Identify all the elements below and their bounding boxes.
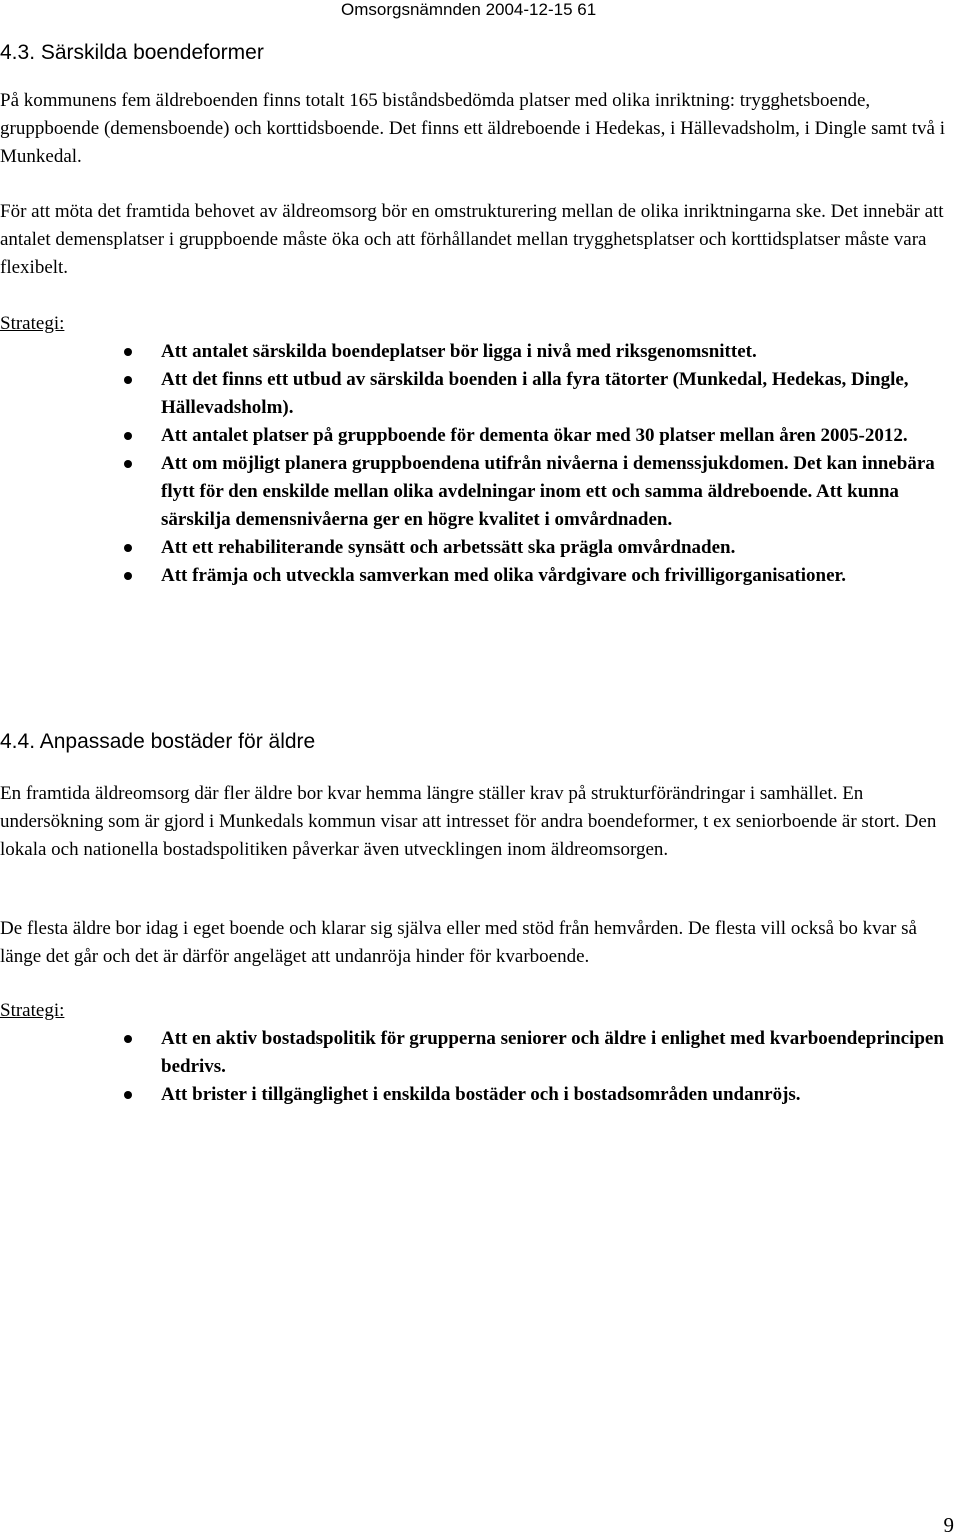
bullet-icon bbox=[124, 348, 132, 356]
list-item bbox=[0, 450, 960, 534]
list-item bbox=[0, 1081, 960, 1109]
list-item bbox=[0, 562, 960, 590]
list-item-text: Att ett rehabiliterande synsätt och arbetssätt ska prägla omvårdnaden. bbox=[161, 537, 736, 558]
list-item-text: Att en aktiv bostadspolitik för grupperna seniorer och äldre i enlighet med kvarboendeprincipen bedrivs. bbox=[161, 1028, 944, 1077]
list-item bbox=[0, 422, 960, 450]
paragraph: För att möta det framtida behovet av äldreomsorg bör en omstrukturering mellan de olika inriktningarna ske. Det innebär att antalet demensplatser i gruppboende måste öka och att förhållandet mellan trygghetsplatser och korttidsplatser måste vara flexibelt. bbox=[0, 201, 944, 278]
bullet-icon bbox=[124, 376, 132, 384]
list-item bbox=[0, 338, 960, 366]
list-item-text: Att om möjligt planera gruppboendena utifrån nivåerna i demenssjukdomen. Det kan innebära flytt för den enskilde mellan olika avdelningar inom ett och samma äldreboende. Att kunna särskilja demensnivåerna ger en högre kvalitet i omvårdnaden. bbox=[161, 453, 935, 530]
paragraph: De flesta äldre bor idag i eget boende och klarar sig själva eller med stöd från hemvården. De flesta vill också bo kvar så länge det går och det är därför angeläget att undanröja hinder för kvarboende. bbox=[0, 918, 917, 967]
list-item bbox=[0, 366, 960, 422]
page-header: Omsorgsnämnden 2004-12-15 61 bbox=[341, 0, 597, 19]
strategy-list bbox=[0, 338, 960, 590]
page-number: 9 bbox=[943, 1513, 954, 1537]
bullet-icon bbox=[124, 1091, 132, 1099]
strategy-list bbox=[0, 1025, 960, 1109]
section-heading-4-3: 4.3. Särskilda boendeformer bbox=[0, 41, 264, 64]
list-item-text: Att brister i tillgänglighet i enskilda bostäder och i bostadsområden undanröjs. bbox=[161, 1084, 801, 1105]
bullet-icon bbox=[124, 1035, 132, 1043]
list-item-text: Att det finns ett utbud av särskilda boenden i alla fyra tätorter (Munkedal, Hedekas, Dingle, Hällevadsholm). bbox=[161, 369, 909, 418]
bullet-icon bbox=[124, 460, 132, 468]
list-item bbox=[0, 534, 960, 562]
bullet-icon bbox=[124, 432, 132, 440]
list-item bbox=[0, 1025, 960, 1081]
strategy-label: Strategi: bbox=[0, 313, 65, 334]
list-item-text: Att antalet särskilda boendeplatser bör ligga i nivå med riksgenomsnittet. bbox=[161, 341, 757, 362]
bullet-icon bbox=[124, 544, 132, 552]
paragraph: På kommunens fem äldreboenden finns totalt 165 biståndsbedömda platser med olika inriktning: trygghetsboende, gruppboende (demensboende) och korttidsboende. Det finns ett äldreboende i Hedekas, i Hällevadsholm, i Dingle samt två i Munkedal. bbox=[0, 90, 945, 167]
bullet-icon bbox=[124, 572, 132, 580]
section-heading-4-4: 4.4. Anpassade bostäder för äldre bbox=[0, 730, 316, 753]
strategy-label: Strategi: bbox=[0, 1000, 65, 1021]
list-item-text: Att antalet platser på gruppboende för dementa ökar med 30 platser mellan åren 2005-2012. bbox=[161, 425, 908, 446]
list-item-text: Att främja och utveckla samverkan med olika vårdgivare och frivilligorganisationer. bbox=[161, 565, 846, 586]
paragraph: En framtida äldreomsorg där fler äldre bor kvar hemma längre ställer krav på strukturförändringar i samhället. En undersökning som är gjord i Munkedals kommun visar att intresset för andra boendeformer, t ex seniorboende är stort. Den lokala och nationella bostadspolitiken påverkar även utvecklingen inom äldreomsorgen. bbox=[0, 783, 937, 860]
